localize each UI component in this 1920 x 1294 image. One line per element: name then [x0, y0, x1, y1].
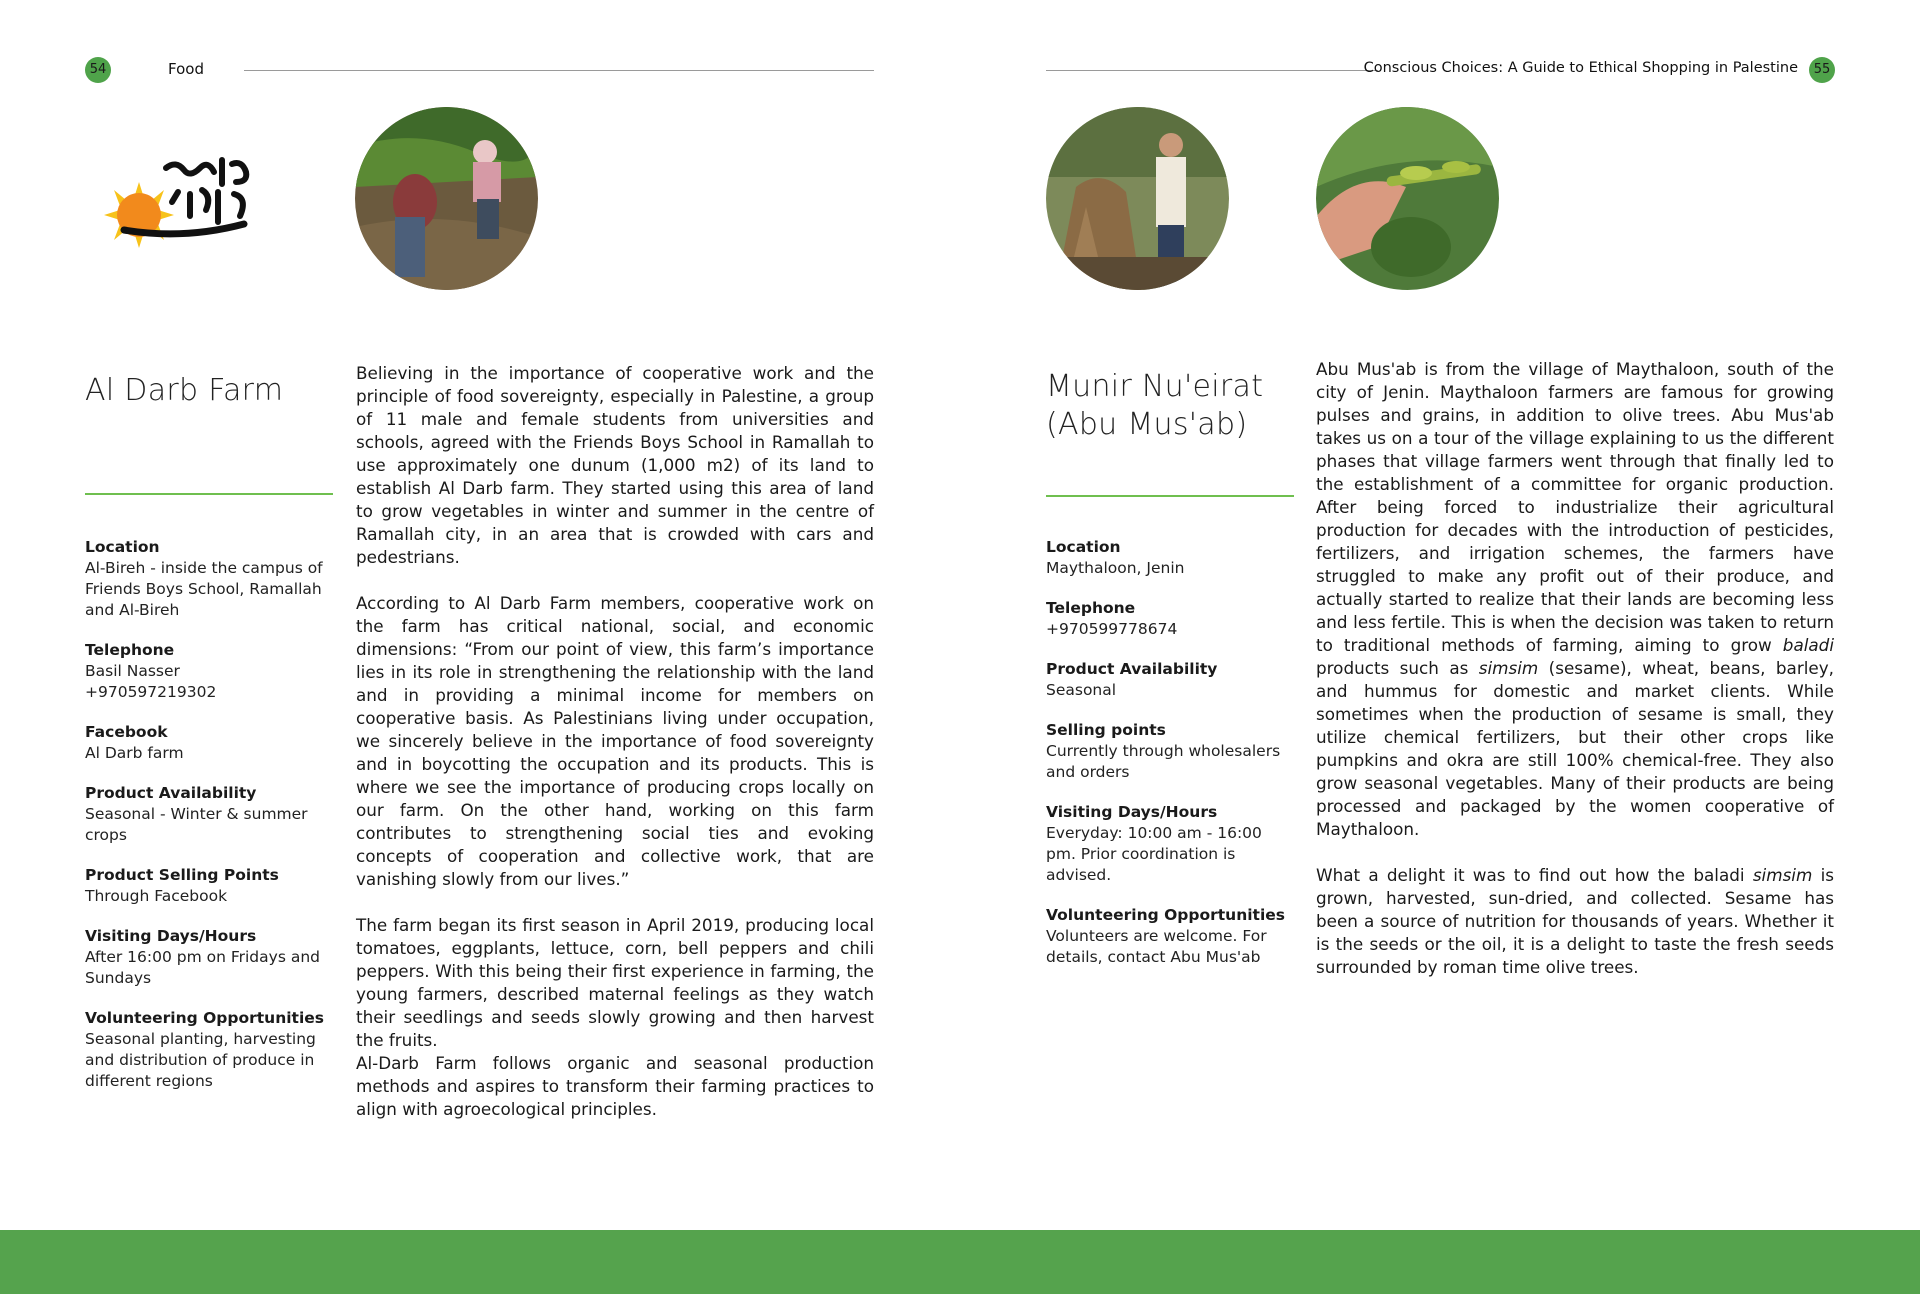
info-visiting-hours [1046, 802, 1296, 886]
info-telephone [85, 640, 335, 703]
header-divider-left [244, 70, 874, 71]
info-location [1046, 537, 1296, 579]
text-run-italic: simsim [1478, 658, 1539, 678]
info-value: After 16:00 pm on Fridays and Sundays [85, 948, 320, 987]
al-darb-body-text [356, 362, 874, 1144]
body-paragraph: Believing in the importance of cooperative work and the principle of food sovereignty, especially in Palestine, a group of 11 male and female students from universities and schools, agreed with the Friends Boys School in Ramallah to use approximately one dunum (1,000 m2) of its land to establish Al Darb farm. They started using this area of land to grow vegetables in winter and summer in the centre of Ramallah city, in an area that is crowded with cars and pedestrians. [356, 363, 874, 567]
info-label: Volunteering Opportunities [85, 1009, 325, 1027]
info-label: Product Availability [85, 784, 257, 802]
page-number-left: 54 [85, 57, 111, 83]
info-telephone [1046, 598, 1296, 640]
info-location [85, 537, 335, 621]
info-visiting-hours [85, 926, 335, 989]
info-label: Location [1046, 538, 1121, 556]
info-value: Basil Nasser +970597219302 [85, 662, 217, 701]
book-title: Conscious Choices: A Guide to Ethical Shopping in Palestine [1363, 60, 1798, 76]
info-label: Selling points [1046, 721, 1166, 739]
farm-title-munir [1046, 368, 1263, 444]
body-paragraph [1316, 358, 1834, 841]
info-availability [1046, 659, 1296, 701]
al-darb-info-list [85, 537, 335, 1111]
photo-sesame-pods-in-hand [1316, 107, 1499, 290]
farm-title-line: Munir Nu'eirat [1046, 369, 1264, 404]
title-underline-left [85, 493, 333, 495]
farm-title-al-darb: Al Darb Farm [85, 373, 284, 408]
info-label: Telephone [85, 641, 175, 659]
body-paragraph [1316, 864, 1834, 979]
photo-farmer-with-sesame-stacks [1046, 107, 1229, 290]
info-label: Product Availability [1046, 660, 1218, 678]
info-label: Visiting Days/Hours [85, 927, 257, 945]
info-label: Visiting Days/Hours [1046, 803, 1218, 821]
info-value: Volunteers are welcome. For details, contact Abu Mus'ab [1046, 927, 1267, 966]
info-value: +970599778674 [1046, 620, 1178, 638]
info-value: Currently through wholesalers and orders [1046, 742, 1281, 781]
munir-info-list [1046, 537, 1296, 987]
text-run: Abu Mus'ab is from the village of Maythaloon, south of the city of Jenin. Maythaloon farmers are famous for growing pulses and grains, in addition to olive trees. Abu Mus'ab takes us on a tour of the village explaining to us the different phases that village farmers went through that finally led to the establishment of a committee for organic production. After being forced to industrialize their agricultural production for decades with the introduction of pesticides, fertilizers, and irrigation schemes, the farmers have struggled to make any profit out of their produce, and actually started to realize that their lands are becoming less and less fertile. This is when the decision was taken to return to traditional methods of farming, aiming to grow [1316, 359, 1834, 655]
info-facebook [85, 722, 335, 764]
info-label: Volunteering Opportunities [1046, 906, 1286, 924]
info-value: Maythaloon, Jenin [1046, 559, 1185, 577]
text-run-italic: simsim [1752, 865, 1813, 885]
info-label: Location [85, 538, 160, 556]
text-run: What a delight it was to find out how the baladi [1316, 865, 1753, 885]
info-volunteering [85, 1008, 335, 1092]
body-paragraph: According to Al Darb Farm members, cooperative work on the farm has critical national, social, and economic dimensions: “From our point of view, this farm’s importance lies in its role in strengthening the relationship with the land and in providing a minimal income for members on cooperative basis. As Palestinians living under occupation, we sincerely believe in the importance of food sovereignty and in boycotting the occupation and its products. This is where we see the importance of producing crops locally on our farm. On the other hand, working on this farm contributes to strengthening social ties and evoking concepts of cooperation and collective work, that are vanishing slowly from our lives.” [356, 593, 874, 889]
info-value: Seasonal planting, harvesting and distribution of produce in different regions [85, 1030, 316, 1090]
header-divider-right [1046, 70, 1378, 71]
info-value: Al-Bireh - inside the campus of Friends Boys School, Ramallah and Al-Bireh [85, 559, 323, 619]
farm-title-line: (Abu Mus'ab) [1046, 407, 1248, 442]
info-value: Seasonal - Winter & summer crops [85, 805, 308, 844]
body-paragraph: The farm began its first season in April 2019, producing local tomatoes, eggplants, lettuce, corn, bell peppers and chili peppers. With this being their first experience in farming, the young farmers, described maternal feelings as they watch their seedlings and seeds slowly growing and then harvest the fruits. [356, 915, 874, 1050]
sun-icon [104, 182, 174, 248]
info-value: Through Facebook [85, 887, 228, 905]
info-label: Product Selling Points [85, 866, 279, 884]
footer-color-band [0, 1230, 1920, 1294]
info-selling-points [85, 865, 335, 907]
munir-body-text [1316, 358, 1834, 1002]
text-run: is grown, harvested, sun-dried, and collected. Sesame has been a source of nutrition for thousands of years. Whether it is the seeds or the oil, it is a delight to taste the fresh seeds surrounded by roman time olive trees. [1316, 865, 1834, 977]
text-run: products such as [1316, 658, 1479, 678]
section-title: Food [168, 60, 204, 78]
info-volunteering [1046, 905, 1296, 968]
page-number-right: 55 [1809, 57, 1835, 83]
info-value: Everyday: 10:00 am - 16:00 pm. Prior coordination is advised. [1046, 824, 1262, 884]
info-value: Al Darb farm [85, 744, 184, 762]
info-availability [85, 783, 335, 846]
info-label: Facebook [85, 723, 168, 741]
info-value: Seasonal [1046, 681, 1117, 699]
title-underline-right [1046, 495, 1294, 497]
text-run: (sesame), wheat, beans, barley, and hummus for domestic and market clients. While sometimes when the production of sesame is small, they utilize chemical fertilizers, but their other crops like pumpkins and okra are still 100% chemical-free. They also grow seasonal vegetables. Many of their products are being processed and packaged by the women cooperative of Maythaloon. [1316, 658, 1834, 839]
info-selling-points [1046, 720, 1296, 783]
al-darb-logo [94, 150, 264, 260]
info-label: Telephone [1046, 599, 1136, 617]
text-run-italic: baladi [1782, 635, 1834, 655]
photo-students-hoeing [355, 107, 538, 290]
body-paragraph: Al-Darb Farm follows organic and seasonal production methods and aspires to transform their farming practices to align with agroecological principles. [356, 1053, 874, 1119]
